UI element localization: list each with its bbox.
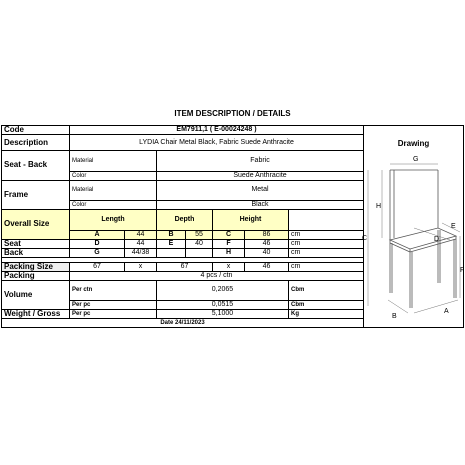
dim-e: E: [157, 239, 186, 248]
frame-label: Frame: [2, 180, 70, 210]
dim-d: D: [70, 239, 125, 248]
packing-width: 67: [157, 262, 213, 271]
back-label: Back: [2, 248, 70, 257]
overall-size-label: Overall Size: [2, 210, 70, 240]
spec-table: [1, 125, 464, 328]
dim-h: H: [213, 248, 245, 257]
packing-label: Packing: [2, 271, 70, 280]
label-a: A: [444, 308, 449, 315]
packing-unit: cm: [289, 262, 364, 271]
label-d: D: [434, 236, 440, 243]
length-header: Length: [70, 210, 157, 231]
dim-a-value: 44: [125, 230, 157, 239]
frame-material: Metal: [157, 180, 364, 201]
weight-per-pc-label: Per pc: [70, 310, 157, 319]
code-row: [2, 126, 464, 135]
label-h: H: [376, 203, 382, 210]
volume-per-pc-unit: Cbm: [289, 301, 364, 310]
date: Date 24/11/2023: [2, 319, 364, 328]
frame-color: Black: [157, 201, 364, 210]
dim-c-value: 86: [245, 230, 289, 239]
weight-label: Weight / Gross: [2, 310, 70, 319]
drawing-panel: [364, 126, 464, 328]
seat-label: Seat: [2, 239, 70, 248]
label-e: E: [451, 223, 456, 230]
dimension-lines: [368, 164, 460, 313]
overall-unit: cm: [289, 230, 364, 239]
back-unit: cm: [289, 248, 364, 257]
drawing-title: Drawing: [397, 139, 430, 148]
volume-per-ctn-unit: Cbm: [289, 280, 364, 301]
packing-size-label: Packing Size: [2, 262, 70, 271]
dim-c: C: [213, 230, 245, 239]
document-title: ITEM DESCRIPTION / DETAILS: [174, 109, 291, 118]
dim-a: A: [70, 230, 125, 239]
dim-b: B: [157, 230, 186, 239]
back-blank-2: [186, 248, 213, 257]
seat-back-color-label: Color: [70, 171, 157, 180]
frame-material-label: Material: [70, 180, 157, 201]
dim-h-value: 40: [245, 248, 289, 257]
dim-g-value: 44/38: [125, 248, 157, 257]
frame-color-label: Color: [70, 201, 157, 210]
dim-d-value: 44: [125, 239, 157, 248]
code-label: Code: [2, 126, 70, 135]
weight-unit: Kg: [289, 310, 364, 319]
description-value: LYDIA Chair Metal Black, Fabric Suede Anthracite: [70, 135, 364, 151]
label-c: C: [362, 235, 368, 242]
dim-b-value: 55: [186, 230, 213, 239]
chair-drawing: [364, 148, 464, 324]
volume-per-pc: 0,0515: [157, 301, 289, 310]
packing-x1: x: [125, 262, 157, 271]
seat-back-label: Seat - Back: [2, 151, 70, 181]
weight-per-pc: 5,1000: [157, 310, 289, 319]
dim-e-value: 40: [186, 239, 213, 248]
seat-unit: cm: [289, 239, 364, 248]
dim-f-value: 46: [245, 239, 289, 248]
depth-header: Depth: [157, 210, 213, 231]
seat-back-material-label: Material: [70, 151, 157, 172]
volume-label: Volume: [2, 280, 70, 310]
packing-height: 46: [245, 262, 289, 271]
packing-length: 67: [70, 262, 125, 271]
back-blank-1: [157, 248, 186, 257]
dim-g: G: [70, 248, 125, 257]
volume-per-ctn: 0,2065: [157, 280, 289, 301]
volume-per-pc-label: Per pc: [70, 301, 157, 310]
label-b: B: [392, 313, 397, 320]
packing-x2: x: [213, 262, 245, 271]
label-g: G: [413, 156, 419, 163]
overall-header-blank: [289, 210, 364, 231]
seat-back-color: Suede Anthracite: [157, 171, 364, 180]
label-f: F: [460, 267, 465, 274]
height-header: Height: [213, 210, 289, 231]
dim-f: F: [213, 239, 245, 248]
chair-outline: [390, 170, 456, 308]
seat-back-material: Fabric: [157, 151, 364, 172]
description-label: Description: [2, 135, 70, 151]
packing-value: 4 pcs / ctn: [70, 271, 364, 280]
volume-per-ctn-label: Per ctn: [70, 280, 157, 301]
code-value: EM7911,1 ( E-00024248 ): [70, 126, 364, 135]
